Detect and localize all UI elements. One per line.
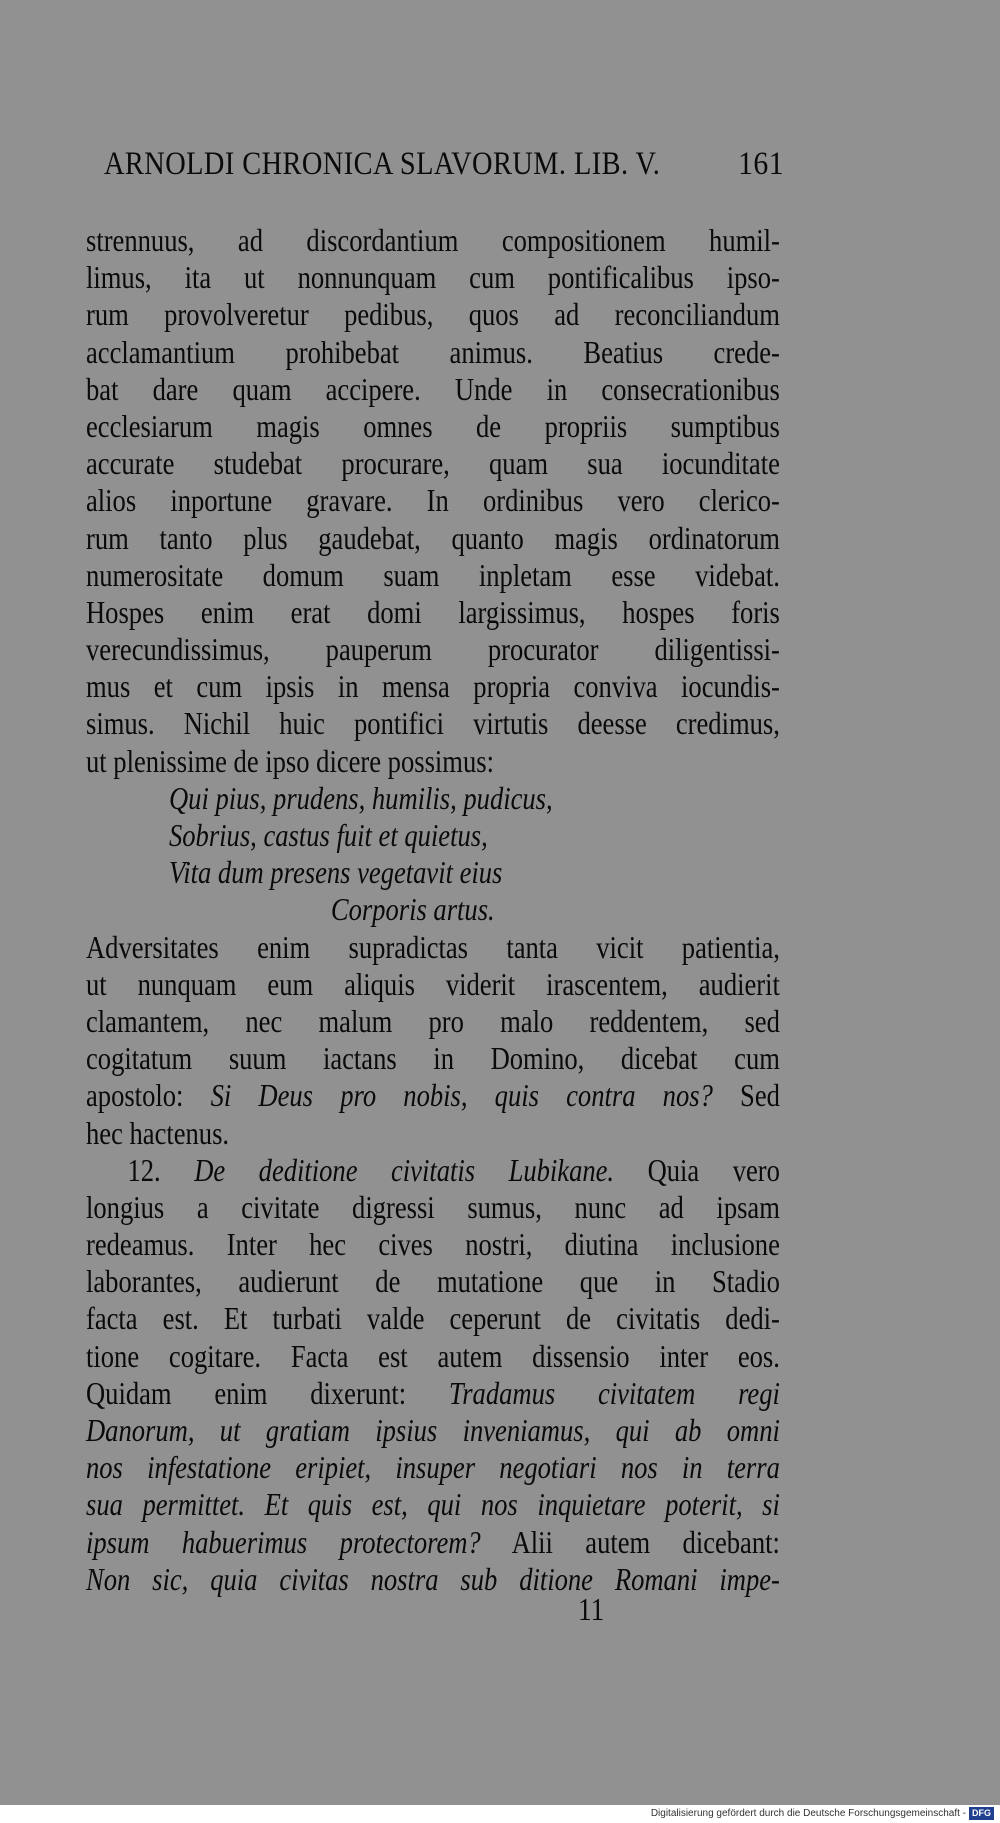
verse-line: Sobrius, castus fuit et quietus, <box>169 817 488 853</box>
text-line <box>86 1077 780 1114</box>
text-line: rum tanto plus gaudebat, quanto magis ordinatorum <box>86 519 780 556</box>
quote-line: Danorum, ut gratiam ipsius inveniamus, qui ab omni <box>86 1412 780 1448</box>
text-run: Quia vero <box>614 1151 780 1188</box>
text-line <box>86 1524 780 1561</box>
text-line: tione cogitare. Facta est autem dissensio inter eos. <box>86 1337 780 1374</box>
text-line: rum provolveretur pedibus, quos ad reconciliandum <box>86 296 780 333</box>
text-line: facta est. Et turbati valde ceperunt de civitatis dedi- <box>86 1300 780 1337</box>
text-line: cogitatum suum iactans in Domino, dicebat cum <box>86 1040 780 1077</box>
chapter-number: 12. <box>127 1151 161 1188</box>
text-run: Alii autem dicebant: <box>480 1523 780 1560</box>
verse-line: Qui pius, prudens, humilis, pudicus, <box>169 779 553 816</box>
quote-line: nos infestatione eripiet, insuper negotiari nos in terra <box>86 1449 780 1486</box>
text-line: simus. Nichil huic pontifici virtutis deesse credimus, <box>86 705 780 742</box>
text-line: ut plenissime de ipso dicere possimus: <box>86 742 494 779</box>
text-line: numerositate domum suam inpletam esse videbat. <box>86 556 780 593</box>
verse-line: Corporis artus. <box>330 891 495 928</box>
signature-mark: 11 <box>578 1591 605 1627</box>
text-line: mus et cum ipsis in mensa propria conviva iocundis- <box>86 668 780 705</box>
text-line: Hospes enim erat domi largissimus, hospes foris <box>86 593 780 630</box>
quote-line: Non sic, quia civitas nostra sub ditione Romani impe- <box>86 1560 780 1597</box>
quote-run: ipsum habuerimus protectorem? <box>86 1523 481 1560</box>
text-line: acclamantium prohibebat animus. Beatius crede- <box>86 333 780 370</box>
text-line: ut nunquam eum aliquis viderit irascentem, audierit <box>86 965 780 1002</box>
text-block <box>86 222 780 1598</box>
verse-line: Vita dum presens vegetavit eius <box>169 854 503 891</box>
text-line: longius a civitate digressi sumus, nunc ad ipsam <box>86 1188 780 1225</box>
chapter-title: De deditione civitatis Lubikane. <box>194 1151 615 1188</box>
text-run: Sed <box>712 1077 780 1114</box>
text-line: alios inportune gravare. In ordinibus vero clerico- <box>86 482 780 519</box>
text-line: redeamus. Inter hec cives nostri, diutina inclusione <box>86 1226 780 1263</box>
text-line: Adversitates enim supradictas tanta vicit patientia, <box>86 928 780 965</box>
text-run: apostolo: <box>86 1077 211 1114</box>
text-line: verecundissimus, pauperum procurator diligentissi- <box>86 631 780 668</box>
text-line: accurate studebat procurare, quam sua iocunditate <box>86 445 780 482</box>
quote-line: sua permittet. Et quis est, qui nos inquietare poterit, si <box>86 1486 780 1523</box>
dfg-logo: DFG <box>969 1807 994 1820</box>
text-line: clamantem, nec malum pro malo reddentem, sed <box>86 1002 780 1039</box>
quote-run: Tradamus civitatem regi <box>448 1374 780 1411</box>
text-line: hec hactenus. <box>86 1114 230 1151</box>
scripture-quote: Si Deus pro nobis, quis contra nos? <box>210 1077 713 1114</box>
text-run: Quidam enim dixerunt: <box>86 1374 449 1411</box>
text-line: bat dare quam accipere. Unde in consecrationibus <box>86 370 780 407</box>
running-title: ARNOLDI CHRONICA SLAVORUM. LIB. V. <box>104 146 661 182</box>
running-header <box>104 138 784 188</box>
text-line <box>86 1375 780 1412</box>
text-line: laborantes, audierunt de mutatione que in Stadio <box>86 1263 780 1300</box>
chapter-heading-line <box>86 1152 780 1189</box>
page-number: 161 <box>738 146 784 182</box>
text-line: strennuus, ad discordantium compositionem humil- <box>86 222 780 258</box>
footer-credit: Digitalisierung gefördert durch die Deutsche Forschungsgemeinschaft - <box>650 1808 966 1819</box>
text-line: ecclesiarum magis omnes de propriis sumptibus <box>86 407 780 444</box>
text-line: limus, ita ut nonnunquam cum pontificalibus ipso- <box>86 259 780 296</box>
